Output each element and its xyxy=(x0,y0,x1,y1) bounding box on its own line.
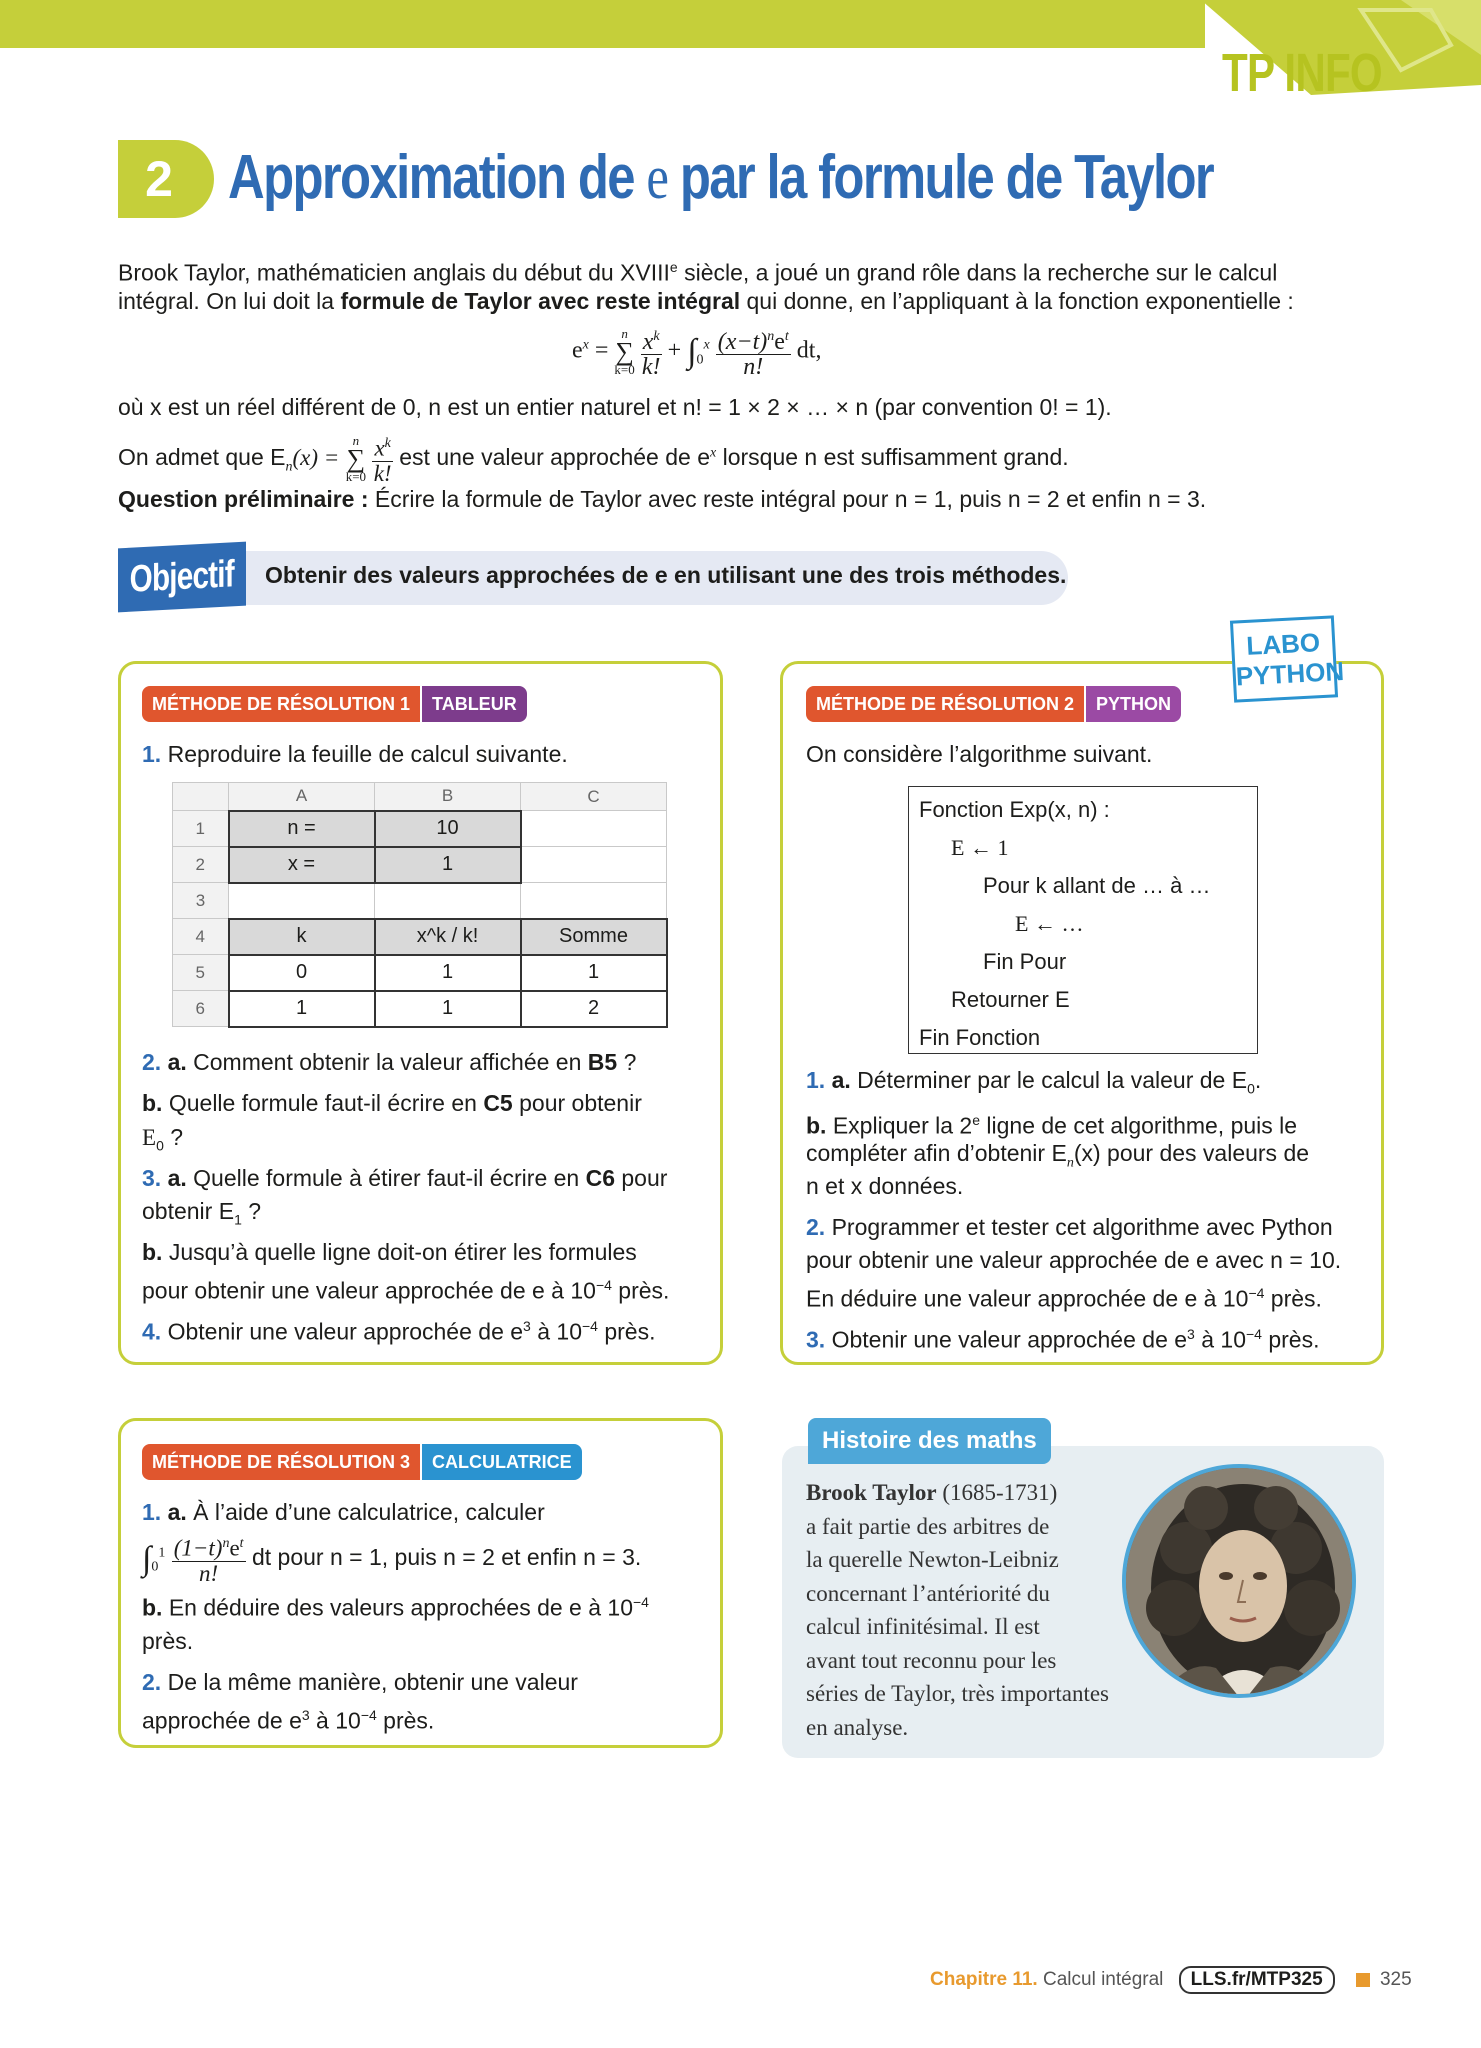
sheet-cell xyxy=(521,883,667,919)
sheet-col-header: C xyxy=(521,783,667,811)
m3-question-2-line2: approchée de $e^3$ à $10^{-4}$ près. xyxy=(142,1707,435,1734)
m2-question-3: 3. Obtenir une valeur approchée de $e^3$ à $10^{-4}$ près. xyxy=(806,1326,1320,1353)
sheet-cell xyxy=(521,811,667,847)
objective-tag: Objectif xyxy=(118,542,246,613)
m2-question-1b-line3: n et x données. xyxy=(806,1173,964,1199)
m1-question-2b: b. Quelle formule faut-il écrire en C5 pour obtenir xyxy=(142,1090,642,1116)
m1-question-3b-line2: pour obtenir une valeur approchée de e à $10^{-4}$ près. xyxy=(142,1277,670,1304)
sheet-row-number: 2 xyxy=(173,847,229,883)
preliminary-question: Question préliminaire : Écrire la formule de Taylor avec reste intégral pour n = 1, puis n = 2 et enfin n = 3. xyxy=(118,486,1207,512)
sheet-cell: Somme xyxy=(521,919,667,955)
sheet-col-header: A xyxy=(229,783,375,811)
sheet-row-number: 5 xyxy=(173,955,229,991)
labo-python-badge: LABO PYTHON xyxy=(1230,615,1338,702)
algo-line: Fonction Exp(x, n) : xyxy=(919,797,1110,822)
m2-question-2-line3: En déduire une valeur approchée de e à $10^{-4}$ près. xyxy=(806,1285,1322,1312)
sheet-col-header: B xyxy=(375,783,521,811)
sheet-cell: x^k / k! xyxy=(375,919,521,955)
algo-line: E ← … xyxy=(1015,911,1084,936)
history-text: Brook Taylor (1685-1731) a fait partie des arbitres de la querelle Newton-Leibniz concernant l’antériorité du calcul infinitésimal. Il est avant tout reconnu pour les séries de Taylor, très importantes en analyse. xyxy=(806,1480,1109,1740)
algo-line: Fin Pour xyxy=(983,949,1067,974)
algo-line: Retourner E xyxy=(951,987,1070,1012)
m1-question-2b-line2: $E_0$ ? xyxy=(142,1124,184,1154)
sheet-cell xyxy=(375,883,521,919)
brook-taylor-portrait xyxy=(1122,1464,1356,1698)
sheet-cell: 0 xyxy=(229,955,375,991)
objective-text: Obtenir des valeurs approchées de e en utilisant une des trois méthodes. xyxy=(265,562,1067,588)
spreadsheet xyxy=(172,782,668,1028)
m1-question-3a-line2: obtenir $E_1$ ? xyxy=(142,1198,262,1228)
sheet-row-number: 1 xyxy=(173,811,229,847)
tp-info-label: TP INFO xyxy=(1222,43,1382,103)
m2-question-1a: 1. a. Déterminer par le calcul la valeur de $E_0$. xyxy=(806,1067,1262,1097)
sheet-row-number: 6 xyxy=(173,991,229,1027)
method-1-tag: MÉTHODE DE RÉSOLUTION 1 TABLEUR xyxy=(142,686,527,722)
header-band xyxy=(0,0,1205,48)
intro-line-4: On admet que $E_n(x) = n$ ∑ k=0 $\frac{x^k}{k!}$ est une valeur approchée de $e^x$ lorsque n est suffisamment grand. xyxy=(118,432,1069,486)
m3-integral-line: $\int_0^1$ $\frac{(1-t)^ne^t}{n!}$ dt pour n = 1, puis n = 2 et enfin n = 3. xyxy=(142,1532,641,1586)
intro-line-1: Brook Taylor, mathématicien anglais du début du XVIIIe siècle, a joué un grand rôle dans la recherche sur le calcul xyxy=(118,259,1278,286)
m2-question-2: 2. Programmer et tester cet algorithme avec Python xyxy=(806,1214,1333,1240)
history-tag: Histoire des maths xyxy=(808,1418,1051,1464)
m2-question-1b-line2: compléter afin d’obtenir $E_n(x)$ pour des valeurs de xyxy=(806,1140,1310,1171)
sheet-row-number: 3 xyxy=(173,883,229,919)
m1-question-4: 4. Obtenir une valeur approchée de $e^3$ à $10^{-4}$ près. xyxy=(142,1318,656,1345)
intro-line-2: intégral. On lui doit la formule de Taylor avec reste intégral qui donne, en l’appliquant à la fonction exponentielle : xyxy=(118,288,1294,314)
taylor-formula: $e^x = n$ ∑ k=0 $\frac{x^k}{k!}$ + $\int_0^x$ $\frac{(x-t)^ne^t}{n!}$ dt, xyxy=(572,326,822,380)
sheet-corner xyxy=(173,783,229,811)
m2-question-2-line2: pour obtenir une valeur approchée de e avec n = 10. xyxy=(806,1247,1342,1273)
sheet-cell xyxy=(229,883,375,919)
sheet-cell: x = xyxy=(229,847,375,883)
m3-question-1b-line2: près. xyxy=(142,1628,194,1654)
sheet-cell: 10 xyxy=(375,811,521,847)
algorithm-box xyxy=(908,786,1258,1054)
sheet-cell: k xyxy=(229,919,375,955)
m2-question-1b: b. Expliquer la 2e ligne de cet algorithme, puis le xyxy=(806,1112,1298,1139)
m1-question-1: 1. Reproduire la feuille de calcul suivante. xyxy=(142,741,568,767)
sheet-cell: 1 xyxy=(375,847,521,883)
page-number: 325 xyxy=(1379,1969,1412,1990)
m1-question-3b: b. Jusqu’à quelle ligne doit-on étirer les formules xyxy=(142,1239,637,1265)
method-3-tag: MÉTHODE DE RÉSOLUTION 3 CALCULATRICE xyxy=(142,1444,582,1480)
m2-intro: On considère l’algorithme suivant. xyxy=(806,741,1153,767)
method-2-tag: MÉTHODE DE RÉSOLUTION 2 PYTHON xyxy=(806,686,1181,722)
sheet-cell: n = xyxy=(229,811,375,847)
m3-question-2: 2. De la même manière, obtenir une valeur xyxy=(142,1669,578,1695)
sheet-cell: 2 xyxy=(521,991,667,1027)
sheet-row-number: 4 xyxy=(173,919,229,955)
footer-square xyxy=(1356,1973,1370,1987)
m1-question-2a: 2. a. Comment obtenir la valeur affichée en B5 ? xyxy=(142,1049,637,1075)
sheet-cell xyxy=(521,847,667,883)
sheet-cell: 1 xyxy=(375,955,521,991)
algo-line: E ← 1 xyxy=(951,835,1009,860)
sheet-cell: 1 xyxy=(375,991,521,1027)
sheet-cell: 1 xyxy=(229,991,375,1027)
sheet-cell: 1 xyxy=(521,955,667,991)
m3-question-1b: b. En déduire des valeurs approchées de e à $10^{-4}$ xyxy=(142,1594,649,1621)
algo-line: Pour k allant de … à … xyxy=(983,873,1211,898)
footer: Chapitre 11. Calcul intégral LLS.fr/MTP325 325 xyxy=(930,1966,1412,1994)
m1-question-3a: 3. a. Quelle formule à étirer faut-il écrire en C6 pour xyxy=(142,1165,668,1191)
m3-question-1a: 1. a. À l’aide d’une calculatrice, calculer xyxy=(142,1499,545,1525)
page-title: Approximation de e par la formule de Taylor xyxy=(228,143,1214,212)
exercise-number: 2 xyxy=(118,140,214,218)
footer-link[interactable]: LLS.fr/MTP325 xyxy=(1179,1966,1335,1994)
algo-line: Fin Fonction xyxy=(919,1025,1041,1050)
intro-line-3: où x est un réel différent de 0, n est un entier naturel et n! = 1 × 2 × … × n (par convention 0! = 1). xyxy=(118,394,1112,420)
